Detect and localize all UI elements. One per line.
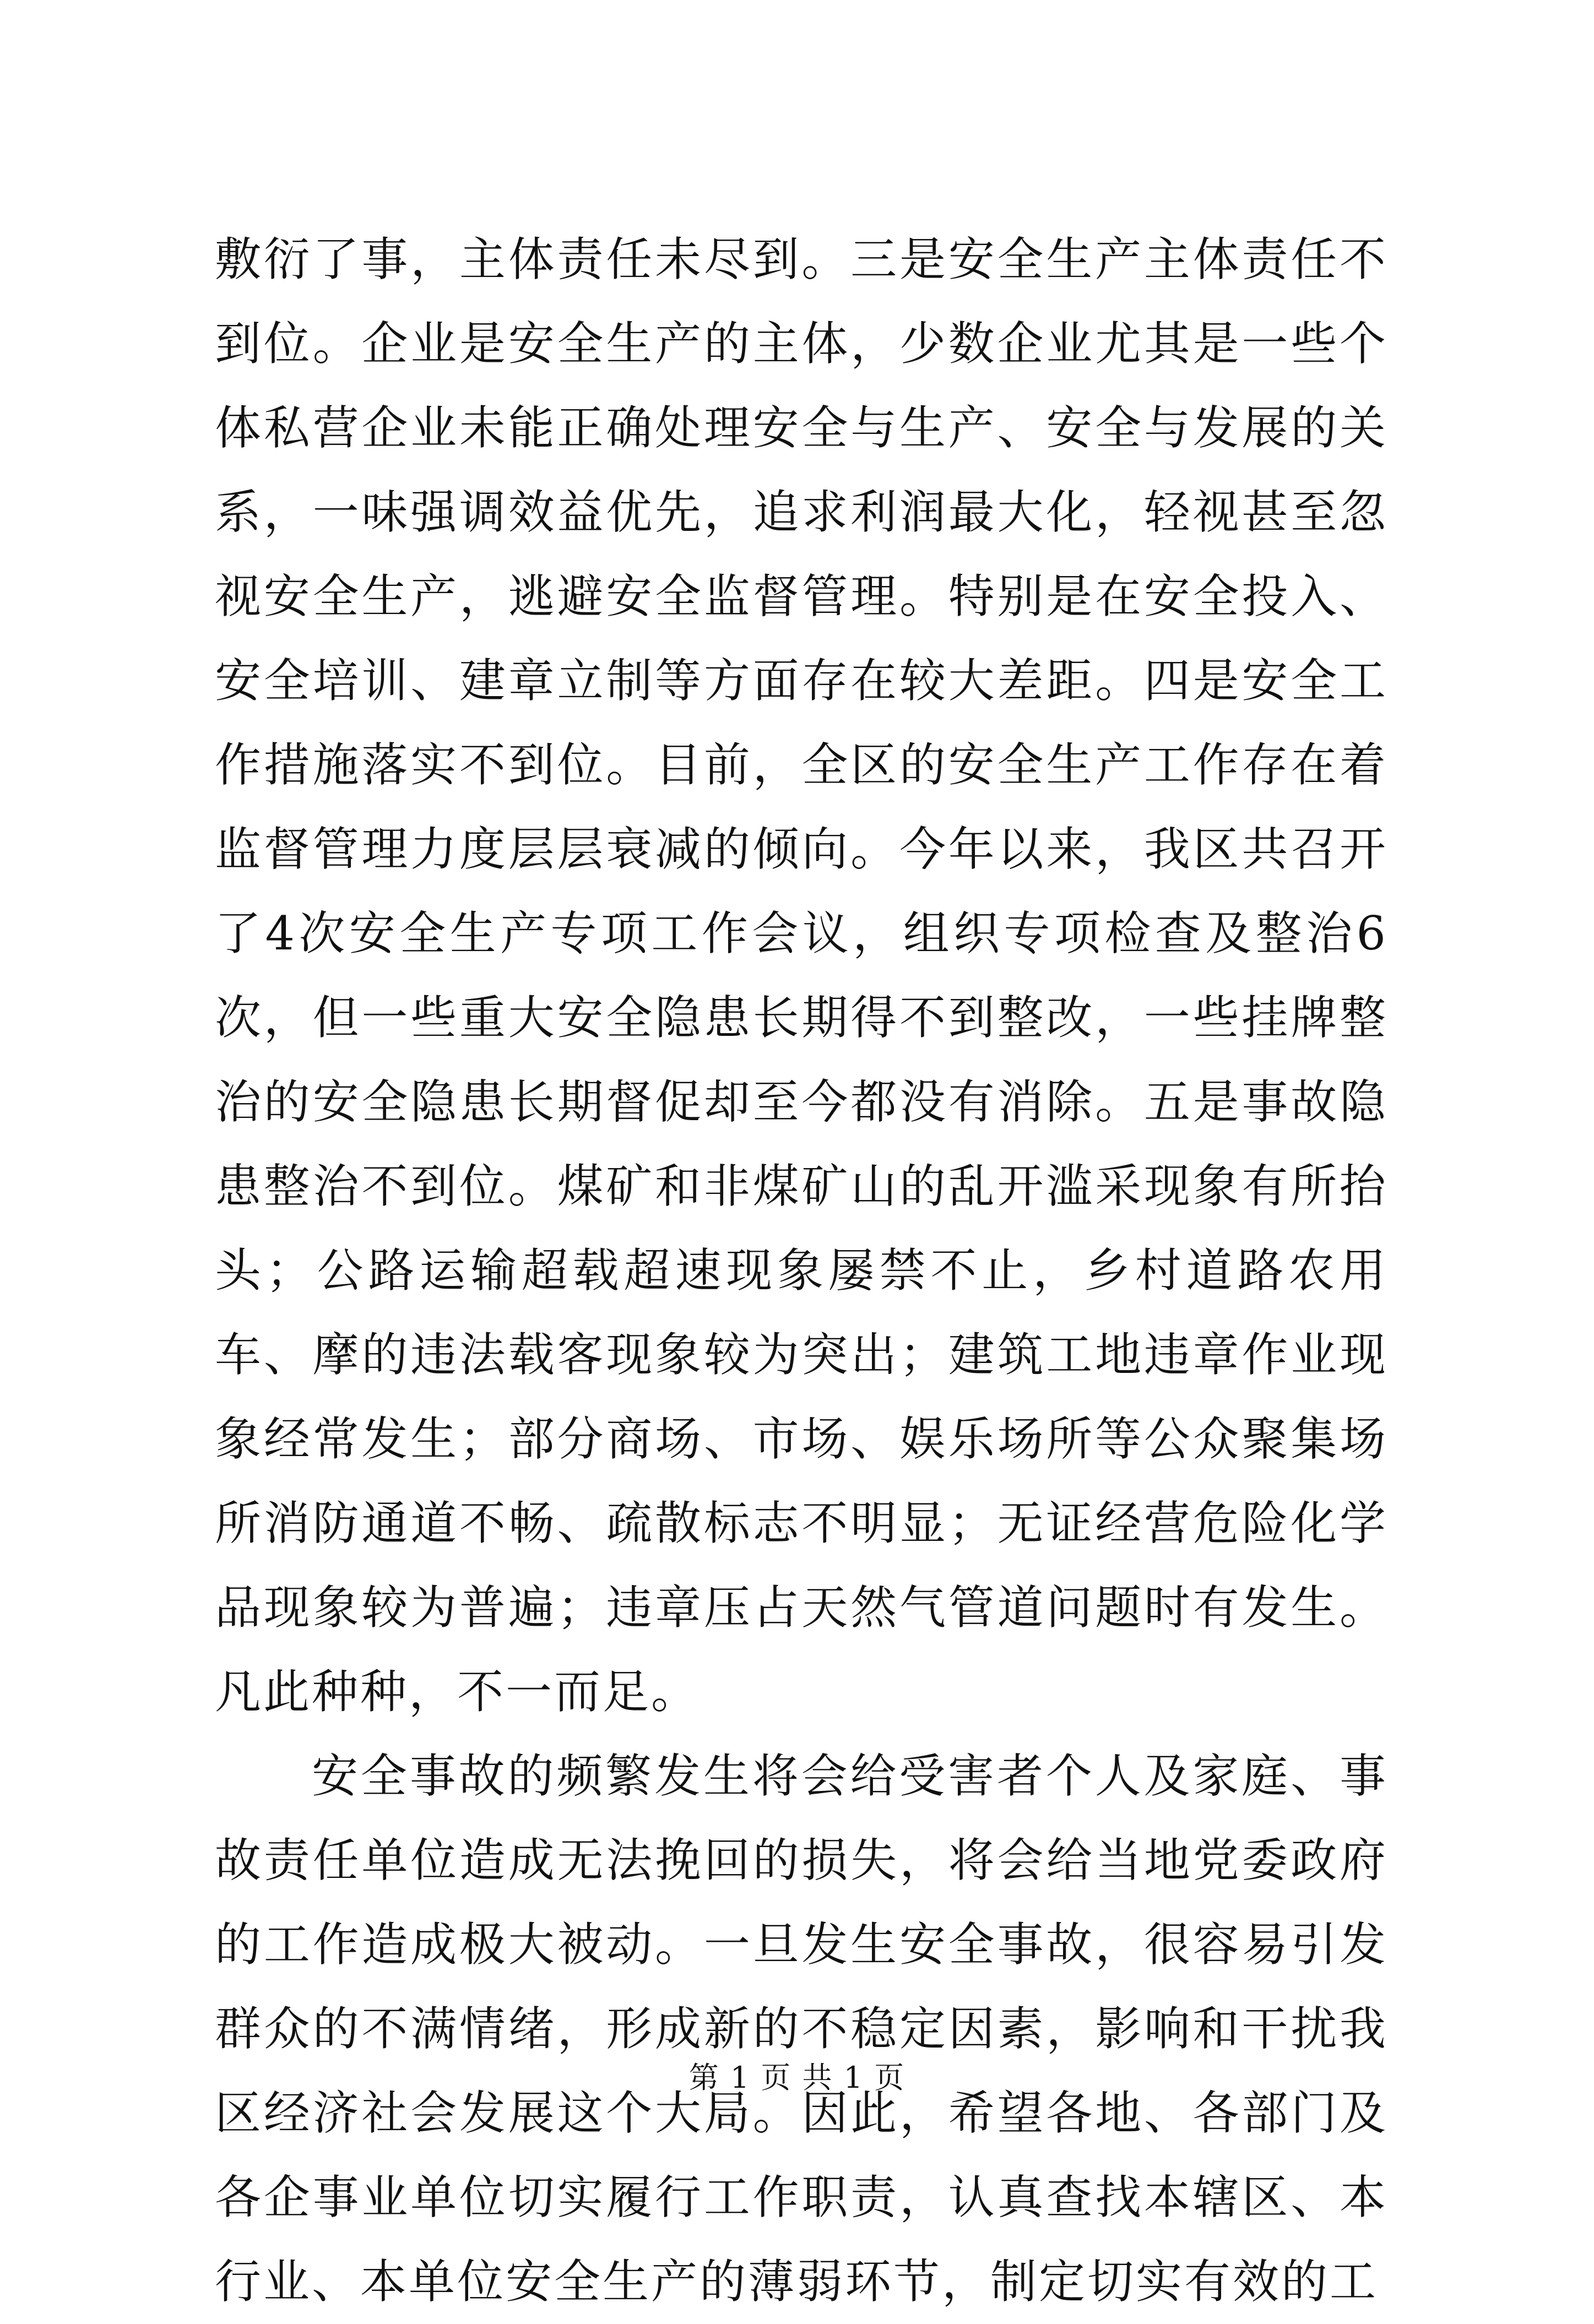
paragraph-2: 安全事故的频繁发生将会给受害者个人及家庭、事故责任单位造成无法挽回的损失，将会给当地党委政府的工作造成极大被动。一旦发生安全事故，很容易引发群众的不满情绪，形成新的不稳定因素，影响和干扰我区经济社会发展这个大局。因此，希望各地、各部门及各企事业单位切实履行工作职责，认真查找本辖区、本行业、本单位安全生产的薄弱环节，制定切实有效的工 <box>215 1749 1388 2309</box>
page-number-footer: 第 1 页 共 1 页 <box>688 2060 906 2095</box>
document-body <box>215 218 1388 2324</box>
paragraph-1: 敷衍了事，主体责任未尽到。三是安全生产主体责任不到位。企业是安全生产的主体，少数企业尤其是一些个体私营企业未能正确处理安全与生产、安全与发展的关系，一味强调效益优先，追求利润最大化，轻视甚至忽视安全生产，逃避安全监督管理。特别是在安全投入、安全培训、建章立制等方面存在较大差距。四是安全工作措施落实不到位。目前，全区的安全生产工作存在着监督管理力度层层衰减的倾向。今年以来，我区共召开了4次安全生产专项工作会议，组织专项检查及整治6次，但一些重大安全隐患长期得不到整改，一些挂牌整治的安全隐患长期督促却至今都没有消除。五是事故隐患整治不到位。煤矿和非煤矿山的乱开滥采现象有所抬头；公路运输超载超速现象屡禁不止，乡村道路农用车、摩的违法载客现象较为突出；建筑工地违章作业现象经常发生；部分商场、市场、娱乐场所等公众聚集场所消防通道不畅、疏散标志不明显；无证经营危险化学品现象较为普遍；违章压占天然气管道问题时有发生。凡此种种，不一而足。 <box>215 232 1388 1719</box>
